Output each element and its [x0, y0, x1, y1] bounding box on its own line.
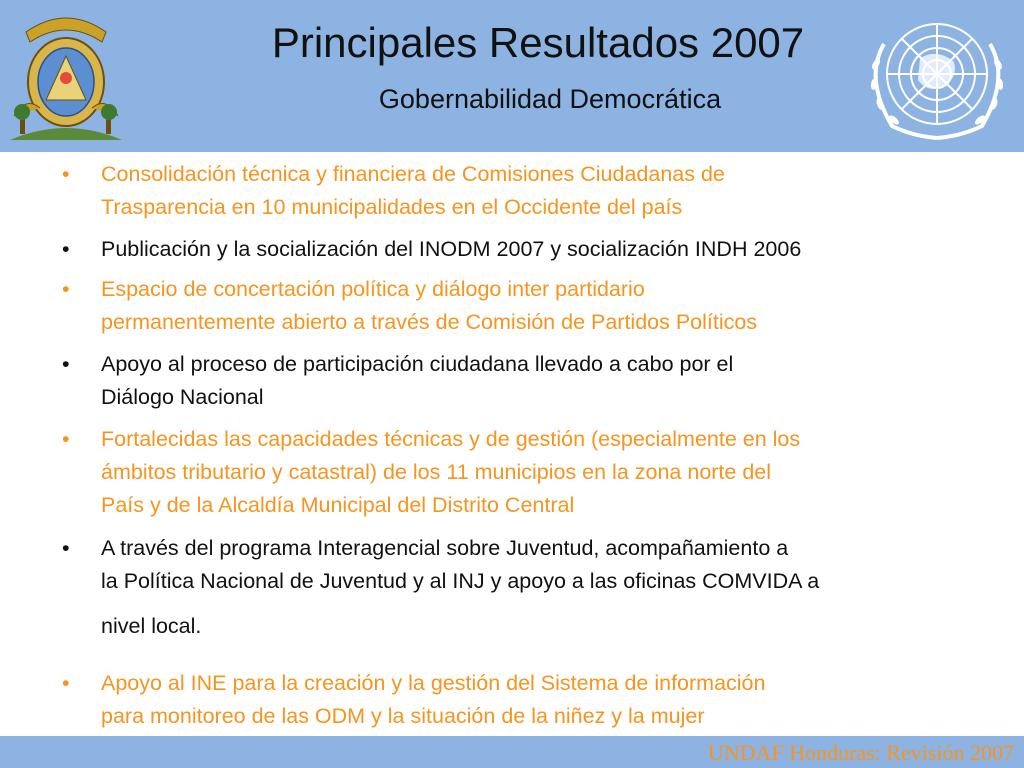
- page-subtitle: Gobernabilidad Democrática: [378, 84, 722, 114]
- page-title: Principales Resultados 2007: [271, 19, 805, 66]
- bullet-marker: •: [62, 352, 70, 376]
- bullet-marker: •: [62, 671, 70, 695]
- bullet-line: País y de la Alcaldía Municipal del Distrito Central: [101, 493, 575, 517]
- bullet-marker: •: [62, 162, 70, 186]
- united-nations-emblem-icon: [858, 8, 1016, 144]
- bullet-line: Trasparencia en 10 municipalidades en el Occidente del país: [101, 195, 683, 219]
- bullet-line: la Política Nacional de Juventud y al INJ y apoyo a las oficinas COMVIDA a: [101, 569, 820, 593]
- footer-band: [0, 736, 1024, 768]
- bullet-line: permanentemente abierto a través de Comisión de Partidos Políticos: [101, 310, 758, 334]
- bullet-line: Fortalecidas las capacidades técnicas y de gestión (especialmente en los: [101, 427, 801, 451]
- bullet-line: Apoyo al proceso de participación ciudadana llevado a cabo por el: [101, 352, 734, 376]
- bullet-line: nivel local.: [101, 614, 202, 638]
- bullet-line: para monitoreo de las ODM y la situación de la niñez y la mujer: [101, 704, 705, 728]
- bullet-line: Espacio de concertación política y diálogo inter partidario: [101, 277, 645, 301]
- bullet-line: Apoyo al INE para la creación y la gestión del Sistema de información: [101, 671, 766, 695]
- bullet-line: A través del programa Interagencial sobre Juventud, acompañamiento a: [101, 536, 789, 560]
- bullet-marker: •: [62, 427, 70, 451]
- bullet-marker: •: [62, 536, 70, 560]
- footer-text: UNDAF Honduras: Revisión 2007: [707, 740, 1014, 765]
- bullet-marker: •: [62, 237, 70, 261]
- bullet-line: Publicación y la socialización del INODM 2007 y socialización INDH 2006: [101, 237, 802, 261]
- bullet-line: Consolidación técnica y financiera de Comisiones Ciudadanas de: [101, 162, 725, 186]
- bullet-line: Diálogo Nacional: [101, 385, 264, 409]
- bullet-marker: •: [62, 277, 70, 301]
- bullet-line: ámbitos tributario y catastral) de los 11 municipios en la zona norte del: [101, 460, 772, 484]
